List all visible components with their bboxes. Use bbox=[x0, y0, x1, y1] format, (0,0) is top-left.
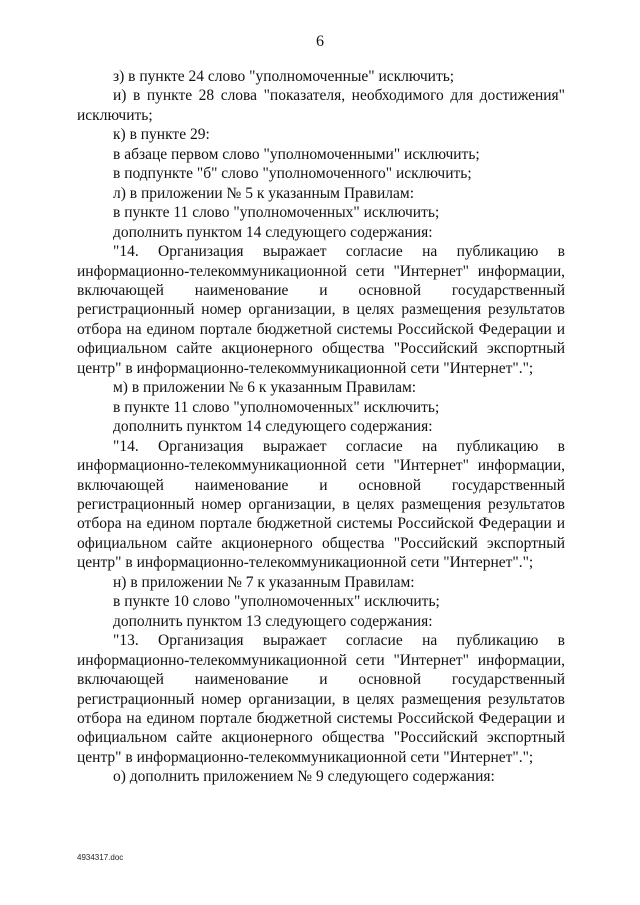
paragraph-i: и) в пункте 28 слова "показателя, необходимого для достижения" исключить; bbox=[77, 87, 565, 124]
paragraph-l-punkt-11: в пункте 11 слово "уполномоченных" исключить; bbox=[113, 204, 440, 222]
paragraph-n-dopolnit: дополнить пунктом 13 следующего содержания: bbox=[113, 612, 433, 630]
paragraph-k-podpunkt: в подпункте "б" слово "уполномоченного" исключить; bbox=[113, 165, 472, 183]
paragraph-n: н) в приложении № 7 к указанным Правилам: bbox=[113, 573, 415, 591]
paragraph-m-dopolnit: дополнить пунктом 14 следующего содержания: bbox=[113, 418, 433, 436]
paragraph-o: о) дополнить приложением № 9 следующего содержания: bbox=[113, 768, 495, 786]
page-number: 6 bbox=[316, 33, 324, 50]
paragraph-n-punkt-10: в пункте 10 слово "уполномоченных" исключить; bbox=[113, 593, 440, 611]
paragraph-m: м) в приложении № 6 к указанным Правилам: bbox=[113, 379, 417, 397]
paragraph-m-quote-14: "14. Организация выражает согласие на публикацию в информационно-телекоммуникационной сети "Интернет" информации, включающей наименование и основной государственный регистрационный номер организации, в целях размещения результатов отбора на едином портале бюджетной системы Российской Федерации и официальном сайте акционерного общества "Российский экспортный центр" в информационно-телекоммуникационной сети "Интернет"."; bbox=[77, 437, 565, 572]
paragraph-k-abzats: в абзаце первом слово "уполномоченными" исключить; bbox=[113, 145, 480, 163]
document-body bbox=[77, 67, 565, 787]
paragraph-z: з) в пункте 24 слово "уполномоченные" исключить; bbox=[113, 68, 455, 85]
paragraph-l-quote-14: "14. Организация выражает согласие на публикацию в информационно-телекоммуникационной сети "Интернет" информации, включающей наименование и основной государственный регистрационный номер организации, в целях размещения результатов отбора на едином портале бюджетной системы Российской Федерации и официальном сайте акционерного общества "Российский экспортный центр" в информационно-телекоммуникационной сети "Интернет"."; bbox=[77, 243, 565, 377]
paragraph-l-dopolnit: дополнить пунктом 14 следующего содержания: bbox=[113, 223, 433, 241]
paragraph-l: л) в приложении № 5 к указанным Правилам: bbox=[113, 184, 415, 202]
footer-filename: 4934317.doc bbox=[77, 853, 124, 862]
paragraph-m-punkt-11: в пункте 11 слово "уполномоченных" исключить; bbox=[113, 398, 440, 416]
paragraph-n-quote-13: "13. Организация выражает согласие на публикацию в информационно-телекоммуникационной сети "Интернет" информации, включающей наименование и основной государственный регистрационный номер организации, в целях размещения результатов отбора на едином портале бюджетной системы Российской Федерации и официальном сайте акционерного общества "Российский экспортный центр" в информационно-телекоммуникационной сети "Интернет"."; bbox=[77, 632, 565, 766]
paragraph-k: к) в пункте 29: bbox=[113, 126, 210, 144]
